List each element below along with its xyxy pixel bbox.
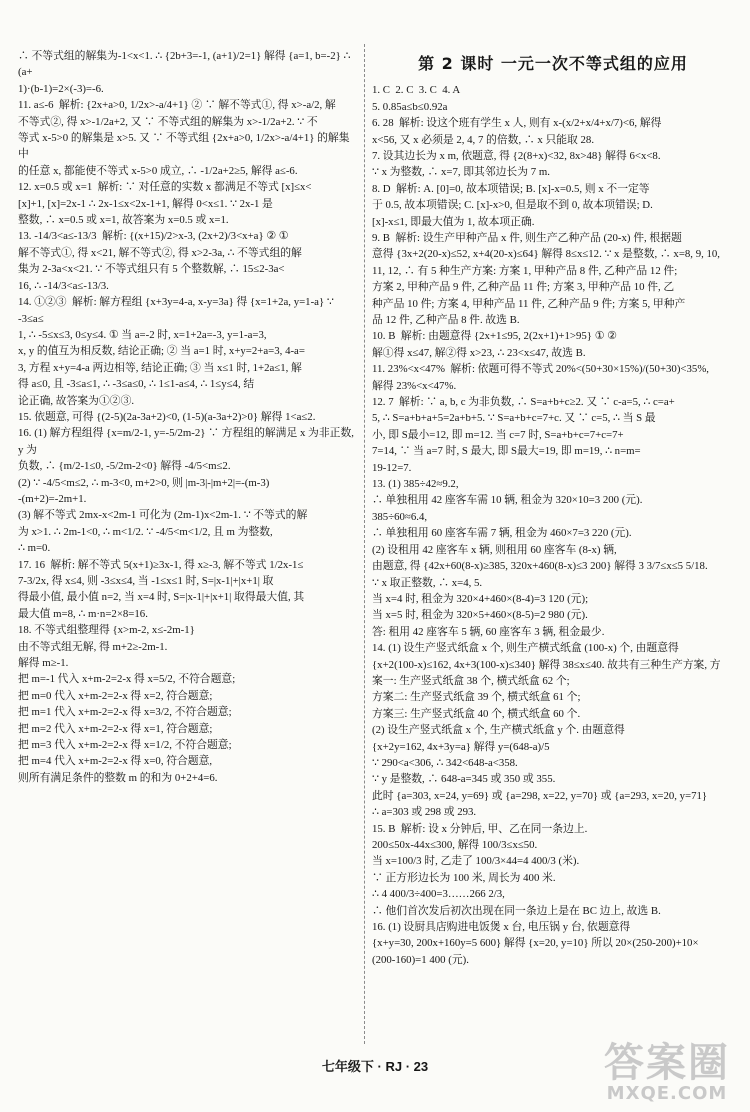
right-column-body	[372, 82, 734, 968]
text-line: -(m+2)=-2m+1.	[18, 492, 87, 505]
text-line: 解①得 x≤47, 解②得 x>23, ∴ 23<x≤47, 故选 B.	[372, 346, 586, 359]
section-title: 第 2 课时 一元一次不等式组的应用	[418, 54, 688, 73]
text-line: [x]-x≤1, 即最大值为 1, 故本项正确.	[372, 215, 535, 228]
text-line: 11. 23%<x<47% 解析: 依题可得不等式 20%<(50+30×15%)/(50+30)<35%,	[372, 363, 710, 376]
text-line: 品 12 件, 乙种产品 8 件. 故选 B.	[372, 314, 520, 326]
text-line: 此时 {a=303, x=24, y=69} 或 {a=298, x=22, y=70} 或 {a=293, x=20, y=71}	[372, 789, 708, 802]
text-line: ∴ 单独租用 42 座客车需 10 辆, 租金为 320×10=3 200 (元).	[372, 494, 643, 507]
text-line: 方案三: 生产竖式纸盒 40 个, 横式纸盒 60 个.	[372, 707, 581, 720]
text-line: 9. B 解析: 设生产甲种产品 x 件, 则生产乙种产品 (20-x) 件, 根据题	[372, 231, 682, 244]
text-line: (200-160)=1 400 (元).	[372, 953, 469, 966]
text-line: 把 m=-1 代入 x+m-2=2-x 得 x=5/2, 不符合题意;	[18, 673, 236, 686]
text-line: 16. (1) 解方程组得 {x=m/2-1, y=-5/2m-2} ∵ 方程组的解满足 x 为非正数, y 为	[18, 427, 357, 456]
text-line: 6. 28 解析: 设这个班有学生 x 人, 则有 x-(x/2+x/4+x/7)<6, 解得	[372, 117, 662, 130]
text-line: 把 m=2 代入 x+m-2=2-x 得 x=1, 符合题意;	[18, 722, 213, 735]
text-line: 10. B 解析: 由题意得 {2x+1≤95, 2(2x+1)+1>95} ① ②	[372, 330, 617, 343]
text-line: 5. 0.85a≤b≤0.92a	[372, 100, 448, 113]
text-line: 由题意, 得 {42x+60(8-x)≥385, 320x+460(8-x)≤3 200} 解得 3 3/7≤x≤5 5/18.	[372, 560, 708, 573]
text-line: 小, 即 S最小=12, 即 m=12. 当 c=7 时, S=a+b+c=7+c=7+	[372, 428, 624, 441]
text-line: 16. (1) 设厨具店购进电饭煲 x 台, 电压锅 y 台, 依题意得	[372, 921, 631, 934]
text-line: 1)·(b-1)=2×(-3)=-6.	[18, 82, 104, 95]
text-line: 为 x>1. ∴ 2m-1<0, ∴ m<1/2. ∵ -4/5<m<1/2, 且 m 为整数,	[18, 525, 273, 538]
text-line: 18. 不等式组整理得 {x>m-2, x≤-2m-1}	[18, 624, 195, 637]
text-line: 整数, ∴ x=0.5 或 x=1, 故答案为 x=0.5 或 x=1.	[18, 214, 229, 227]
text-line: {x+2(100-x)≤162, 4x+3(100-x)≤340} 解得 38≤x≤40. 故共有三种生产方案, 方	[372, 658, 721, 671]
text-line: 17. 16 解析: 解不等式 5(x+1)≥3x-1, 得 x≥-3, 解不等式 1/2x-1≤	[18, 558, 304, 571]
text-line: x<56, 又 x 必须是 2, 4, 7 的倍数, ∴ x 只能取 28.	[372, 133, 595, 146]
text-line: ∵ 290<a<306, ∴ 342<648-a<358.	[372, 756, 518, 769]
text-line: 15. 依题意, 可得 {(2-5)(2a-3a+2)<0, (1-5)(a-3a+2)>0} 解得 1<a≤2.	[18, 410, 316, 423]
text-line: 14. (1) 设生产竖式纸盒 x 个, 则生产横式纸盒 (100-x) 个, 由题意得	[372, 642, 679, 655]
text-line: 等式 x-5>0 的解集是 x>5. 又 ∵ 不等式组 {2x+a>0, 1/2x>-a/4+1} 的解集中	[18, 132, 350, 161]
text-line: 把 m=0 代入 x+m-2=2-x 得 x=2, 符合题意;	[18, 689, 213, 702]
text-line: 得最小值, 最小值 n=2, 当 x=4 时, S=|x-1|+|x+1| 取得最大值, 其	[18, 591, 305, 604]
text-line: 的任意 x, 都能使不等式 x-5>0 成立, ∴ -1/2a+2≥5, 解得 a≤-6.	[18, 164, 298, 177]
text-line: 把 m=4 代入 x+m-2=2-x 得 x=0, 符合题意,	[18, 755, 213, 768]
text-line: 种产品 10 件; 方案 4, 甲种产品 11 件, 乙种产品 9 件; 方案 5, 甲种产	[372, 297, 686, 310]
text-line: 论正确, 故答案为①②③.	[18, 394, 135, 407]
text-line: 200≤50x-44x≤300, 解得 100/3≤x≤50.	[372, 839, 538, 851]
text-line: 19-12=7.	[372, 461, 412, 474]
text-line: 3, 方程 x+y=4-a 两边相等, 结论正确; ③ 当 x≤1 时, 1+2a≤1, 解	[18, 361, 302, 374]
text-line: ∴ 他们首次发后初次出现在同一条边上是在 BC 边上, 故选 B.	[372, 904, 661, 917]
text-line: (2) 设租用 42 座客车 x 辆, 则租用 60 座客车 (8-x) 辆,	[372, 543, 617, 556]
text-line: ∴ m=0.	[18, 542, 51, 555]
page-footer: 七年级下 · RJ · 23	[321, 1059, 429, 1074]
text-line: 5, ∴ S=a+b+a+5=2a+b+5. ∵ S=a+b+c=7+c. 又 ∵ c=5, ∴ 当 S 最	[372, 412, 656, 425]
text-line: 解不等式①, 得 x<21, 解不等式②, 得 x>2-3a, ∴ 不等式组的解	[18, 246, 302, 259]
text-line: 11. a≤-6 解析: {2x+a>0, 1/2x>-a/4+1} ② ∵ 解不等式①, 得 x>-a/2, 解	[18, 99, 336, 112]
text-line: 最大值 m=8, ∴ m·n=2×8=16.	[18, 607, 148, 620]
text-line: 意得 {3x+2(20-x)≤52, x+4(20-x)≤64} 解得 8≤x≤12. ∵ x 是整数, ∴ x=8, 9, 10,	[372, 248, 720, 261]
text-line: 1. C 2. C 3. C 4. A	[372, 84, 461, 97]
watermark-main: 答案圈	[604, 1040, 730, 1086]
text-line: 15. B 解析: 设 x 分钟后, 甲、乙在同一条边上.	[372, 822, 588, 835]
text-line: 1, ∴ -5≤x≤3, 0≤y≤4. ① 当 a=-2 时, x=1+2a=-3, y=1-a=3,	[18, 328, 267, 341]
text-line: 7. 设其边长为 x m, 依题意, 得 {2(8+x)<32, 8x>48} 解得 6<x<8.	[372, 149, 661, 162]
text-line: 案一: 生产竖式纸盒 38 个, 横式纸盒 62 个;	[372, 674, 570, 687]
text-line: 答: 租用 42 座客车 5 辆, 60 座客车 3 辆, 租金最少.	[372, 625, 605, 638]
text-line: ∵ x 取正整数, ∴ x=4, 5.	[372, 576, 483, 589]
text-line: 由不等式组无解, 得 m+2≥-2m-1.	[18, 640, 168, 653]
text-line: x, y 的值互为相反数, 结论正确; ② 当 a=1 时, x+y=2+a=3, 4-a=	[18, 345, 305, 358]
text-line: 则所有满足条件的整数 m 的和为 0+2+4=6.	[18, 771, 218, 784]
column-divider	[364, 44, 365, 1044]
text-line: 不等式②, 得 x>-1/2a+2, 又 ∵ 不等式组的解集为 x>-1/2a+2. ∵ 不	[18, 115, 318, 128]
text-line: {x+y=30, 200x+160y=5 600} 解得 {x=20, y=10} 所以 20×(250-200)+10×	[372, 937, 699, 950]
text-line: 负数, ∴ {m/2-1≤0, -5/2m-2<0} 解得 -4/5<m≤2.	[18, 460, 231, 473]
text-line: ∵ 正方形边长为 100 米, 周长为 400 米.	[372, 871, 556, 884]
text-line: 当 x=4 时, 租金为 320×4+460×(8-4)=3 120 (元);	[372, 592, 589, 605]
text-line: ∵ y 是整数, ∴ 648-a=345 或 350 或 355.	[372, 773, 556, 786]
text-line: 把 m=1 代入 x+m-2=2-x 得 x=3/2, 不符合题意;	[18, 706, 232, 719]
text-line: 把 m=3 代入 x+m-2=2-x 得 x=1/2, 不符合题意;	[18, 739, 232, 752]
text-line: 解得 m≥-1.	[18, 657, 69, 670]
left-column	[18, 48, 360, 786]
text-line: 于 0.5, 故本项错误; C. [x]-x>0, 但是取不到 0, 故本项错误; D.	[372, 199, 653, 212]
text-line: ∵ x 为整数, ∴ x=7, 即其邻边长为 7 m.	[372, 166, 550, 179]
text-line: 当 x=100/3 时, 乙走了 100/3×44=4 400/3 (米).	[372, 855, 580, 868]
text-line: ∴ a=303 或 298 或 293.	[372, 806, 477, 819]
text-line: ∴ 不等式组的解集为-1<x<1. ∴ {2b+3=-1, (a+1)/2=1} 解得 {a=1, b=-2} ∴ (a+	[18, 50, 354, 79]
text-line: ∴ 单独租用 60 座客车需 7 辆, 租金为 460×7=3 220 (元).	[372, 527, 632, 540]
text-line: (3) 解不等式 2mx-x<2m-1 可化为 (2m-1)x<2m-1. ∵ 不等式的解	[18, 509, 308, 522]
text-line: 7-3/2x, 得 x≤4, 则 -3≤x≤4, 当 -1≤x≤1 时, S=|x-1|+|x+1| 取	[18, 575, 274, 587]
text-line: (2) 设生产竖式纸盒 x 个, 生产横式纸盒 y 个. 由题意得	[372, 724, 625, 737]
text-line: ∴ 4 400/3÷400=3……266 2/3,	[372, 888, 505, 901]
text-line: 385÷60≈6.4,	[372, 510, 428, 523]
watermark-logo	[592, 1042, 742, 1104]
text-line: 方案 2, 甲种产品 9 件, 乙种产品 11 件; 方案 3, 甲种产品 10 件, 乙	[372, 281, 675, 294]
text-line: 7=14, ∵ 当 a=7 时, S 最大, 即 S最大=19, 即 m=19, ∴ n=m=	[372, 445, 641, 458]
text-line: 11, 12, ∴ 有 5 种生产方案: 方案 1, 甲种产品 8 件, 乙种产品 12 件;	[372, 264, 678, 277]
right-column	[372, 48, 734, 968]
text-line: 12. 7 解析: ∵ a, b, c 为非负数, ∴ S=a+b+c≥2. 又 ∵ c-a=5, ∴ c=a+	[372, 396, 675, 409]
text-line: (2) ∵ -4/5<m≤2, ∴ m-3<0, m+2>0, 则 |m-3|-|m+2|=-(m-3)	[18, 476, 270, 489]
text-line: 解得 23%<x<47%.	[372, 379, 457, 392]
text-line: 方案二: 生产竖式纸盒 39 个, 横式纸盒 61 个;	[372, 691, 581, 704]
text-line: 13. (1) 385÷42≈9.2,	[372, 478, 459, 491]
text-line: 8. D 解析: A. [0]=0, 故本项错误; B. [x]-x=0.5, 则 x 不一定等	[372, 182, 650, 195]
text-line: 14. ①②③ 解析: 解方程组 {x+3y=4-a, x-y=3a} 得 {x=1+2a, y=1-a} ∵ -3≤a≤	[18, 296, 337, 325]
watermark-url: MXQE.COM	[606, 1083, 728, 1104]
text-line: 13. -14/3<a≤-13/3 解析: {(x+15)/2>x-3, (2x+2)/3<x+a} ② ①	[18, 230, 289, 243]
text-line: 当 x=5 时, 租金为 320×5+460×(8-5)=2 980 (元).	[372, 609, 588, 622]
text-line: 集为 2-3a<x<21. ∵ 不等式组只有 5 个整数解, ∴ 15≤2-3a<	[18, 263, 285, 276]
text-line: {x+2y=162, 4x+3y=a} 解得 y=(648-a)/5	[372, 740, 550, 753]
text-line: 12. x=0.5 或 x=1 解析: ∵ 对任意的实数 x 都满足不等式 [x]≤x<	[18, 181, 312, 194]
text-line: 16, ∴ -14/3<a≤-13/3.	[18, 279, 109, 292]
text-line: 得 a≤0, 且 -3≤a≤1, ∴ -3≤a≤0, ∴ 1≤1-a≤4, ∴ 1≤y≤4, 结	[18, 378, 255, 391]
text-line: [x]+1, [x]=2x-1 ∴ 2x-1≤x<2x-1+1, 解得 0<x≤1. ∵ 2x-1 是	[18, 197, 273, 210]
